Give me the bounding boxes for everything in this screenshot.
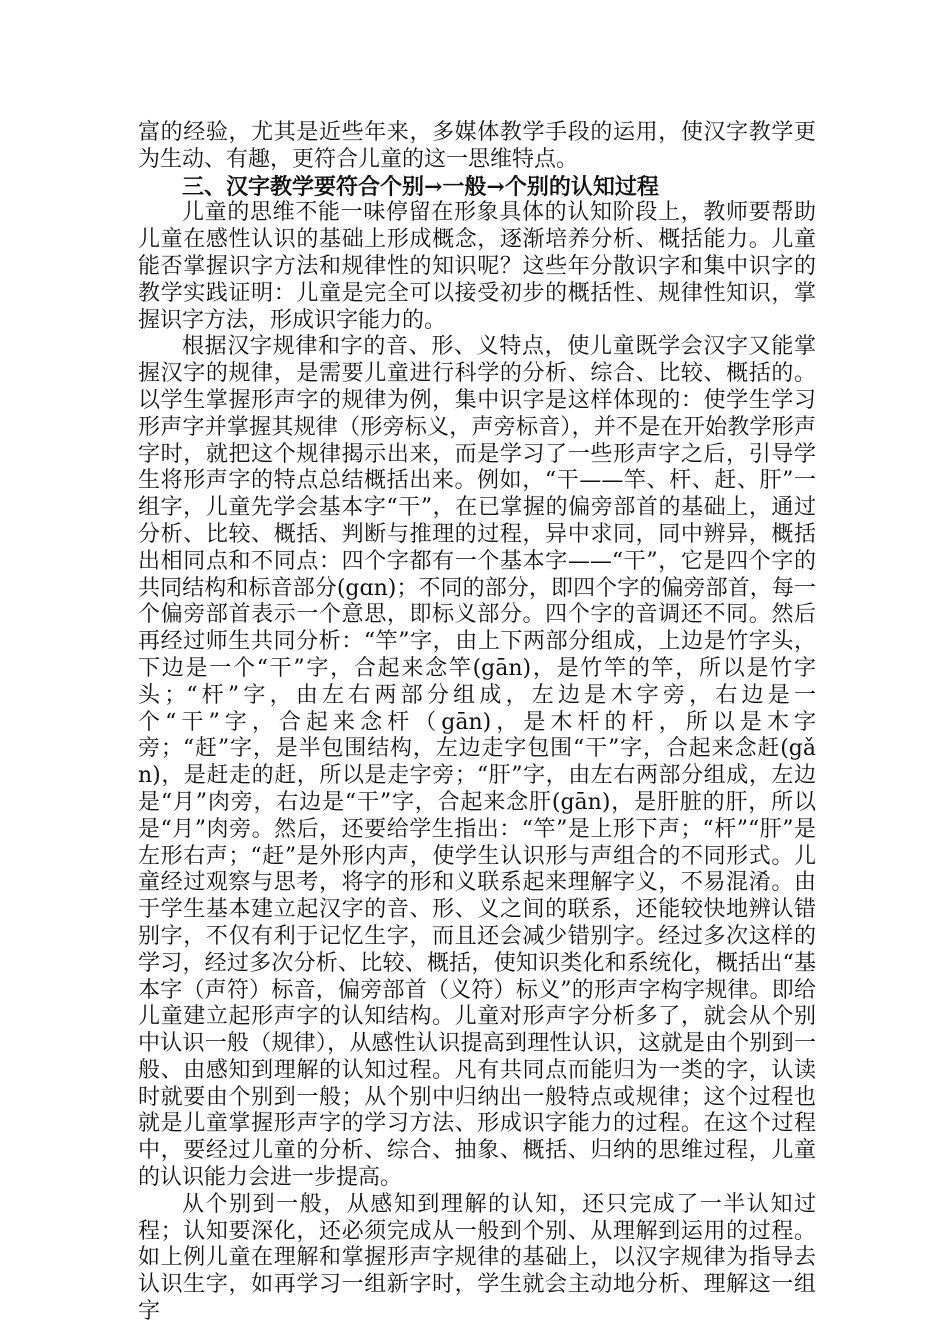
section-heading: 三、汉字教学要符合个别→一般→个别的认知过程 bbox=[182, 173, 659, 200]
paragraph-continuation: 富的经验，尤其是近些年来，多媒体教学手段的运用，使汉字教学更为生动、有趣，更符合儿童的这一思维特点。 bbox=[138, 120, 816, 172]
paragraph-3: 从个别到一般，从感知到理解的认知，还只完成了一半认知过程；认知要深化，还必须完成从一般到个别、从理解到运用的过程。如上例儿童在理解和掌握形声字规律的基础上，以汉字规律为指导去认识生字，如再学习一组新字时，学生就会主动地分析、理解这一组字 bbox=[138, 1191, 816, 1325]
paragraph-1: 儿童的思维不能一味停留在形象具体的认知阶段上，教师要帮助儿童在感性认识的基础上形成概念，逐渐培养分析、概括能力。儿童能否掌握识字方法和规律性的知识呢？这些年分散识字和集中识字的教学实践证明：儿童是完全可以接受初步的概括性、规律性知识，掌握识字方法，形成识字能力的。 bbox=[138, 200, 816, 333]
paragraph-2: 根据汉字规律和字的音、形、义特点，使儿童既学会汉字又能掌握汉字的规律，是需要儿童进行科学的分析、综合、比较、概括的。以学生掌握形声字的规律为例，集中识字是这样体现的：使学生学习形声字并掌握其规律（形旁标义，声旁标音），并不是在开始教学形声字时，就把这个规律揭示出来，而是学习了一些形声字之后，引导学生将形声字的特点总结概括出来。例如，“干——竿、杆、赶、肝”一组字，儿童先学会基本字“干”，在已掌握的偏旁部首的基础上，通过分析、比较、概括、判断与推理的过程，异中求同，同中辨异，概括出相同点和不同点：四个字都有一个基本字——“干”，它是四个字的共同结构和标音部分(gɑn)；不同的部分，即四个字的偏旁部首，每一个偏旁部首表示一个意思，即标义部分。四个字的音调还不同。然后再经过师生共同分析：“竿”字，由上下两部分组成，上边是竹字头，下边是一个“干”字，合起来念竿(gān)，是竹竿的竿，所以是竹字头；“杆”字，由左右两部分组成，左边是木字旁，右边是一个“干”字，合起来念杆（gān)，是木杆的杆，所以是木字旁；“赶”字，是半包围结构，左边走字包围“干”字，合起来念赶(gǎn)，是赶走的赶，所以是走字旁；“肝”字，由左右两部分组成，左边是“月”肉旁，右边是“干”字，合起来念肝(gān)，是肝脏的肝，所以是“月”肉旁。然后，还要给学生指出：“竿”是上形下声；“杆”“肝”是左形右声；“赶”是外形内声，使学生认识形与声组合的不同形式。儿童经过观察与思考，将字的形和义联系起来理解字义，不易混淆。由于学生基本建立起汉字的音、形、义之间的联系，还能较快地辨认错别字，不仅有利于记忆生字，而且还会减少错别字。经过多次这样的学习，经过多次分析、比较、概括，使知识类化和系统化，概括出“基本字（声符）标音，偏旁部首（义符）标义”的形声字构字规律。即给儿童建立起形声字的认知结构。儿童对形声字分析多了，就会从个别中认识一般（规律），从感性认识提高到理性认识，这就是由个别到一般、由感知到理解的认知过程。凡有共同点而能归为一类的字，认读时就要由个别到一般；从个别中归纳出一般特点或规律；这个过程也就是儿童掌握形声字的学习方法、形成识字能力的过程。在这个过程中，要经过儿童的分析、综合、抽象、概括、归纳的思维过程，儿童的认识能力会进一步提高。 bbox=[138, 334, 816, 1191]
document-page bbox=[138, 120, 816, 1326]
